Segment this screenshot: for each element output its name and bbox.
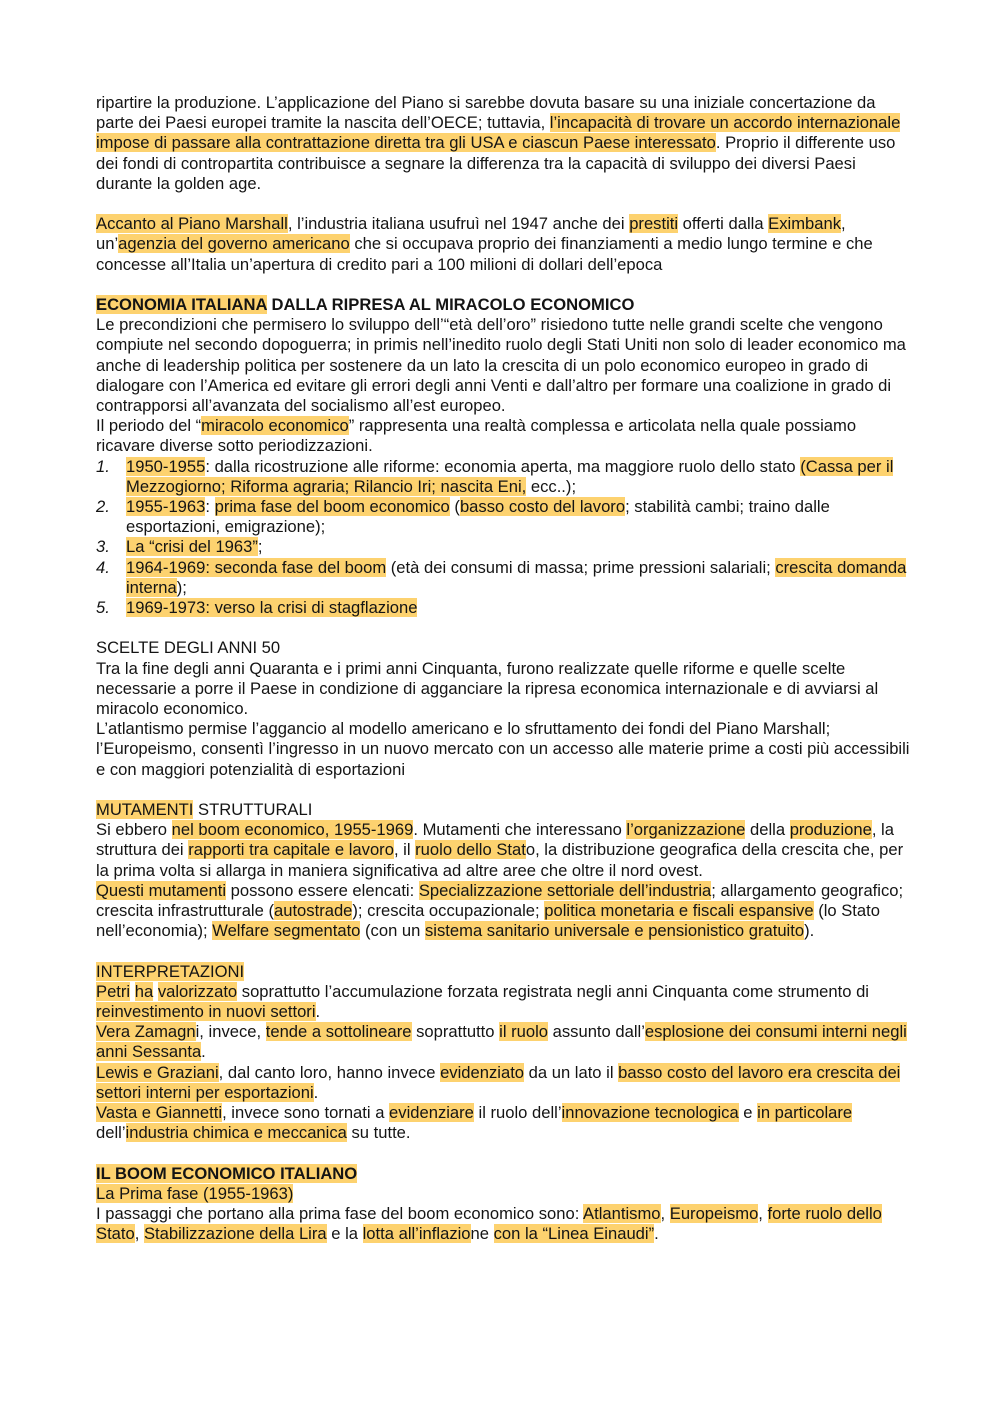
highlighted-text: basso costo del lavoro [459, 497, 626, 517]
scelte-paragraph-2: L’atlantismo permise l’aggancio al modello americano e lo sfruttamento dei fondi del Piano Marshall; l’Europeismo, consentì l’ingresso in un nuovo mercato con un accesso alle materie prime a costi più accessibili e con maggiori potenzialità di esportazioni [96, 719, 910, 779]
scelte-paragraph-1: Tra la fine degli anni Quaranta e i primi anni Cinquanta, furono realizzate quelle riforme e quelle scelte necessarie a porre il Paese in condizione di agganciare la ripresa economica internazionale e di avviarsi al miracolo economico. [96, 658, 879, 719]
heading-highlight: ECONOMIA ITALIANA [96, 295, 267, 314]
text-run: dell’ [96, 1123, 126, 1143]
heading-highlight: IL BOOM ECONOMICO ITALIANO [96, 1163, 358, 1183]
text-run: della [745, 820, 790, 840]
highlighted-text: Eximbank [768, 214, 842, 234]
highlighted-text: crescita domanda interna [126, 557, 907, 597]
text-run: , [758, 1204, 768, 1224]
list-number: 2. [96, 497, 110, 517]
section-heading-boom [96, 1164, 916, 1184]
text-run: , il [393, 840, 416, 860]
heading-rest: STRUTTURALI [193, 800, 313, 820]
text-run: ecc..); [526, 476, 577, 496]
section-heading-economia [96, 295, 916, 315]
boom-paragraph-1 [96, 1204, 916, 1244]
highlighted-text: nel boom economico, 1955-1969 [171, 820, 414, 840]
heading-highlight: MUTAMENTI [96, 800, 194, 820]
text-run: e la [326, 1224, 363, 1244]
text-run: ” rappresenta una realtà complessa e articolata nella quale possiamo ricavare diverse sotto periodizzazioni. [96, 416, 857, 456]
highlighted-text: industria chimica e meccanica [125, 1123, 347, 1143]
text-run: ; [257, 537, 263, 557]
list-number: 3. [96, 537, 110, 557]
highlighted-text: reinvestimento in nuovi settori [96, 1002, 316, 1022]
text-run: . [315, 1002, 321, 1022]
text-run: assunto dall’ [548, 1022, 645, 1042]
heading-rest: DALLA RIPRESA AL MIRACOLO ECONOMICO [266, 295, 635, 314]
highlighted-text: ruolo dello Stat [415, 840, 526, 860]
mutamenti-paragraph-1 [96, 820, 916, 881]
list-number: 4. [96, 557, 110, 577]
text-run: ne [470, 1224, 494, 1244]
highlighted-text: esplosione dei consumi interni negli anni Sessanta [96, 1022, 907, 1062]
interpretazioni-paragraph-2 [96, 1022, 916, 1062]
list-number: 5. [96, 598, 110, 618]
interpretazioni-paragraph-1 [96, 982, 916, 1022]
highlighted-text: Vera Zamagn [96, 1022, 196, 1042]
text-run: . [654, 1224, 659, 1244]
highlighted-text: evidenziare [389, 1103, 474, 1123]
text-run: (lo Stato nell’economia); [96, 901, 880, 941]
highlighted-text: 1950-1955 [126, 456, 206, 476]
highlighted-text: prestiti [629, 214, 679, 234]
list-number: 1. [96, 456, 110, 476]
text-run: soprattutto l’accumulazione forzata registrata negli anni Cinquanta come strumento di [237, 981, 869, 1001]
text-run: . Proprio il differente uso dei fondi di contropartita contribuisce a segnare la differenza tra la capacità di sviluppo dei diversi Paesi durante la golden age. [96, 133, 896, 193]
text-run: (con un [360, 921, 425, 941]
highlighted-text: l’organizzazione [626, 820, 746, 840]
text-run: , [134, 1224, 144, 1244]
text-run: : dalla ricostruzione alle riforme: economia aperta, ma maggiore ruolo dello stato [205, 456, 801, 476]
highlighted-text: Stabilizzazione della Lira [143, 1224, 327, 1244]
text-run: offerti dalla [678, 214, 769, 234]
intro-paragraph-2 [96, 214, 916, 275]
text-run: , l’industria italiana usufruì nel 1947 anche dei [287, 214, 630, 234]
text-run: possono essere elencati: [226, 880, 419, 900]
highlighted-text: in particolare [757, 1103, 853, 1123]
boom-subheading [96, 1184, 916, 1204]
highlighted-text: l’incapacità di trovare un accordo internazionale impose di passare alla contrattazione diretta tra gli USA e ciascun Paese interessato [96, 113, 901, 153]
period-list-item [96, 598, 916, 618]
highlighted-text: evidenziato [440, 1062, 525, 1082]
periods-list [96, 457, 916, 619]
highlighted-text: prima fase del boom economico [214, 497, 450, 517]
highlighted-text: Europeismo [669, 1204, 759, 1224]
highlighted-text: Vasta e Giannetti [96, 1103, 223, 1123]
highlighted-text: forte ruolo dello Stato [96, 1204, 882, 1244]
interpretazioni-paragraph-3 [96, 1063, 916, 1103]
interpretazioni-paragraph-4 [96, 1103, 916, 1143]
section-heading-mutamenti [96, 800, 916, 820]
highlighted-text: autostrade [273, 901, 353, 921]
text-run: : [205, 497, 215, 517]
text-run: ripartire la produzione. L’applicazione del Piano si sarebbe dovuta basare su una iniziale concertazione da parte dei Paesi europei tramite la nascita dell’OECE; tuttavia, [96, 93, 876, 133]
section-heading-scelte: SCELTE DEGLI ANNI 50 [96, 638, 281, 658]
period-list-item [96, 537, 916, 557]
text-run: e [738, 1103, 758, 1123]
text-run: , la struttura dei [96, 820, 894, 860]
highlighted-text: agenzia del governo americano [118, 234, 350, 254]
period-list-item [96, 497, 916, 537]
highlighted-text: 1955-1963 [126, 497, 206, 517]
text-run: ; allargamento geografico; crescita infrastrutturale ( [96, 880, 904, 921]
text-run: su tutte. [346, 1123, 411, 1143]
text-run: Si ebbero [96, 820, 172, 840]
highlighted-text: Welfare segmentato [212, 921, 361, 941]
highlighted-text: Specializzazione settoriale dell’industria [418, 880, 712, 900]
text-run: . [313, 1082, 319, 1102]
document-page [96, 93, 916, 1244]
economia-paragraph-2 [96, 416, 916, 456]
text-run: o, la distribuzione geografica della crescita che, per la prima volta si allarga in maniera significativa ad altre aree che oltre il nord ovest. [96, 840, 904, 880]
highlighted-text: politica monetaria e fiscali espansive [544, 901, 814, 921]
highlighted-text: Lewis e Graziani [96, 1062, 219, 1082]
highlighted-text: ha [134, 981, 154, 1001]
highlighted-text: Questi mutamenti [96, 880, 227, 900]
text-run: da un lato il [524, 1062, 619, 1082]
highlighted-text: sistema sanitario universale e pensionistico gratuito [425, 921, 805, 941]
highlighted-text: rapporti tra capitale e lavoro [188, 840, 394, 860]
highlighted-text: tende a sottolineare [265, 1022, 412, 1042]
text-run: Il periodo del “ [96, 416, 202, 436]
section-heading-interpretazioni [96, 962, 916, 982]
text-run: ). [804, 921, 815, 941]
mutamenti-paragraph-2 [96, 881, 916, 942]
highlighted-text: produzione [789, 820, 872, 840]
text-run: che si occupava proprio dei finanziamenti a medio lungo termine e che concesse all’Italia un’apertura di credito pari a 100 milioni di dollari dell’epoca [96, 234, 873, 274]
highlighted-text: valorizzato [157, 981, 238, 1001]
highlighted-text: (Cassa per il Mezzogiorno; Riforma agraria; Rilancio Iri; nascita Eni, [126, 456, 894, 496]
highlighted-text: con la “Linea Einaudi” [493, 1224, 655, 1244]
heading-highlight: INTERPRETAZIONI [96, 961, 245, 981]
text-run: il ruolo dell’ [473, 1103, 562, 1123]
highlighted-text: La “crisi del 1963” [126, 537, 258, 557]
highlighted-text: Petri [96, 981, 131, 1001]
highlighted-text: lotta all’inflazio [362, 1224, 471, 1244]
period-list-item [96, 558, 916, 598]
text-run: ); [176, 577, 187, 597]
period-list-item [96, 457, 916, 497]
text-run: , un’ [96, 214, 846, 254]
economia-paragraph-1: Le precondizioni che permisero lo sviluppo dell’“età dell’oro” risiedono tutte nelle grandi scelte che vengono compiute nel secondo dopoguerra; in primis nell’inedito ruolo degli Stati Uniti non solo di leader economico ma anche di leadership politica per sostenere da un lato la crescita di un polo economico europeo in grado di dialogare con l’America ed evitare gli errori degli anni Venti e dall’altro per formare una coalizione in grado di contrapporsi all’avanzata del socialismo all’est europeo. [96, 315, 906, 416]
text-run: . Mutamenti che interessano [413, 820, 627, 840]
text-run: , [660, 1204, 670, 1224]
highlighted-text: 1964-1969: seconda fase del boom [126, 557, 387, 577]
text-run: . [201, 1042, 206, 1062]
highlighted-text: Accanto al Piano Marshall [96, 214, 288, 234]
highlighted-text: miracolo economico [201, 416, 349, 436]
highlighted-text: Atlantismo [583, 1204, 661, 1224]
text-run: (età dei consumi di massa; prime pressioni salariali; [386, 557, 776, 577]
text-run: i, invece, [195, 1022, 266, 1042]
highlighted-text: basso costo del lavoro era crescita dei settori interni per esportazioni [96, 1062, 901, 1102]
highlighted-text: innovazione tecnologica [561, 1103, 739, 1123]
highlighted-text: il ruolo [499, 1022, 549, 1042]
text-run: ( [449, 497, 460, 517]
text-run: ); crescita occupazionale; [352, 901, 545, 921]
highlighted-text: 1969-1973: verso la crisi di stagflazione [126, 598, 418, 618]
intro-paragraph-1 [96, 93, 916, 194]
text-run: , invece sono tornati a [222, 1103, 390, 1123]
text-run: soprattutto [411, 1022, 500, 1042]
text-run: I passaggi che portano alla prima fase del boom economico sono: [96, 1204, 584, 1224]
text-run: ; stabilità cambi; traino dalle esportazioni, emigrazione); [126, 497, 830, 537]
subheading-highlight: La Prima fase (1955-1963) [96, 1183, 294, 1203]
text-run: , dal canto loro, hanno invece [218, 1062, 441, 1082]
